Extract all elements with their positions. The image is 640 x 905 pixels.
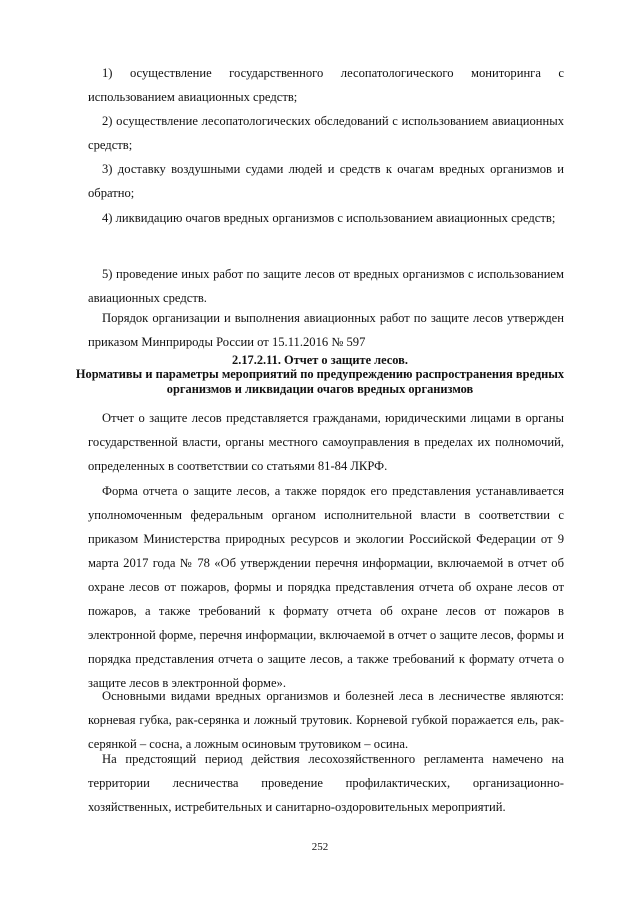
section-title-line2: Нормативы и параметры мероприятий по предупреждению распространения вредных организмов и ликвидации очагов вредных организмов	[75, 367, 565, 396]
paragraph-report: Отчет о защите лесов представляется гражданами, юридическими лицами в органы государственной власти, органы местного самоуправления в пределах их полномочий, определенных в соответствии со статьями 81-84 ЛКРФ.	[88, 411, 564, 473]
paragraph-planned-measures: На предстоящий период действия лесохозяйственного регламента намечено на территории лесничества проведение профилактических, организационно-хозяйственных, истребительных и санитарно-оздоровительных мероприятий.	[88, 752, 564, 814]
list-item-4: 4) ликвидацию очагов вредных организмов с использованием авиационных средств;	[102, 211, 556, 225]
list-item-2: 2) осуществление лесопатологических обследований с использованием авиационных средств;	[88, 114, 564, 152]
paragraph-pests: Основными видами вредных организмов и болезней леса в лесничестве являются: корневая губка, рак-серянка и ложный трутовик. Корневой губкой поражается ель, рак-серянкой – сосна, а ложным осиновым трутовиком – осина.	[88, 689, 564, 751]
section-title-line1: 2.17.2.11. Отчет о защите лесов.	[232, 353, 408, 367]
list-item-5: 5) проведение иных работ по защите лесов от вредных организмов с использованием авиационных средств.	[88, 267, 564, 305]
list-item-3: 3) доставку воздушными судами людей и средств к очагам вредных организмов и обратно;	[88, 162, 564, 200]
order-paragraph: Порядок организации и выполнения авиационных работ по защите лесов утвержден приказом Минприроды России от 15.11.2016 № 597	[88, 311, 564, 349]
paragraph-report-form: Форма отчета о защите лесов, а также порядок его представления устанавливается уполномоченным федеральным органом исполнительной власти в соответствии с приказом Министерства природных ресурсов и экологии Российской Федерации от 9 марта 2017 года № 78 «Об утверждении перечня информации, включаемой в отчет об охране лесов от пожаров, формы и порядка представления отчета об охране лесов от пожаров, а также требований к формату отчета об охране лесов от пожаров в электронной форме, перечня информации, включаемой в отчет о защите лесов, формы и порядка представления отчета о защите лесов, а также требований к формату отчета о защите лесов в электронной форме».	[88, 484, 564, 690]
list-item-1: 1) осуществление государственного лесопатологического мониторинга с использованием авиационных средств;	[88, 66, 564, 104]
page-number: 252	[311, 841, 329, 853]
